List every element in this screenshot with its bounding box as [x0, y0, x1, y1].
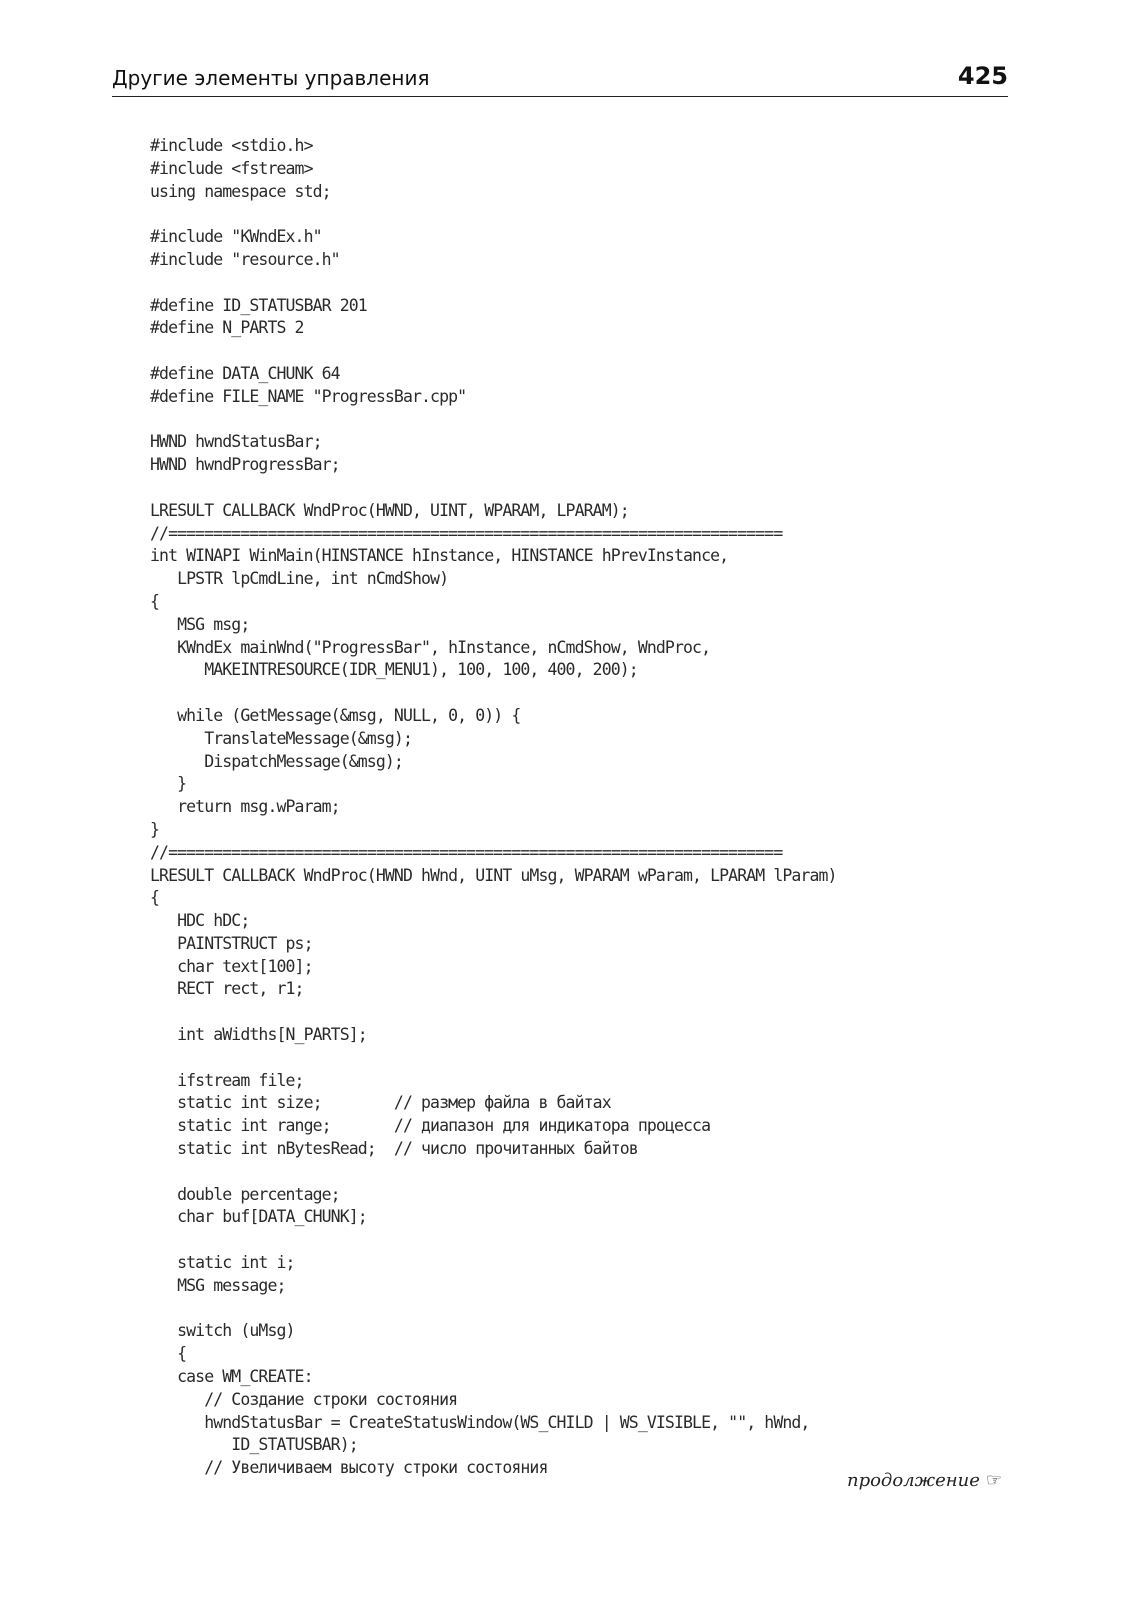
code-line: hwndStatusBar = CreateStatusWindow(WS_CHILD | WS_VISIBLE, "", hWnd,: [150, 1412, 810, 1432]
code-line: #include <stdio.h>: [150, 136, 313, 155]
code-line: [150, 203, 837, 226]
code-line: HDC hDC;: [150, 911, 250, 931]
code-line: #define N_PARTS 2: [150, 318, 304, 338]
code-line: static int size; // размер файла в байтах: [150, 1093, 611, 1113]
code-line: #define ID_STATUSBAR 201: [150, 295, 367, 315]
code-line: [150, 409, 837, 432]
code-line: MSG msg;: [150, 614, 250, 634]
code-line: int aWidths[N_PARTS];: [150, 1025, 367, 1045]
code-line: #include "KWndEx.h": [150, 227, 322, 247]
code-line: LRESULT CALLBACK WndProc(HWND, UINT, WPARAM, LPARAM);: [150, 500, 629, 520]
code-listing: [150, 135, 837, 1480]
code-line: static int nBytesRead; // число прочитанных байтов: [150, 1139, 638, 1159]
code-line: [150, 1229, 837, 1252]
code-line: [150, 477, 837, 500]
code-line: LPSTR lpCmdLine, int nCmdShow): [150, 569, 449, 589]
page-number: 425: [957, 62, 1008, 90]
code-line: case WM_CREATE:: [150, 1367, 313, 1387]
code-line: #include <fstream>: [150, 158, 313, 178]
code-line: while (GetMessage(&msg, NULL, 0, 0)) {: [150, 705, 521, 725]
code-line: [150, 340, 837, 363]
running-header: [112, 62, 1008, 97]
code-line: //====================================================================: [150, 842, 783, 862]
code-line: [150, 1161, 837, 1184]
code-line: #define FILE_NAME "ProgressBar.cpp": [150, 386, 467, 406]
code-line: int WINAPI WinMain(HINSTANCE hInstance, HINSTANCE hPrevInstance,: [150, 546, 729, 566]
code-line: KWndEx mainWnd("ProgressBar", hInstance, nCmdShow, WndProc,: [150, 637, 711, 657]
code-line: {: [150, 1344, 187, 1364]
code-line: [150, 682, 837, 705]
code-line: [150, 1001, 837, 1024]
code-line: static int range; // диапазон для индикатора процесса: [150, 1116, 711, 1136]
code-line: using namespace std;: [150, 181, 331, 201]
chapter-title: Другие элементы управления: [112, 66, 430, 90]
code-line: LRESULT CALLBACK WndProc(HWND hWnd, UINT uMsg, WPARAM wParam, LPARAM lParam): [150, 865, 837, 885]
code-line: ID_STATUSBAR);: [150, 1435, 358, 1455]
code-line: MAKEINTRESOURCE(IDR_MENU1), 100, 100, 400, 200);: [150, 660, 638, 680]
code-line: // Создание строки состояния: [150, 1389, 458, 1409]
code-line: HWND hwndProgressBar;: [150, 455, 340, 475]
code-line: switch (uMsg): [150, 1321, 295, 1341]
code-line: }: [150, 774, 187, 794]
code-line: {: [150, 888, 160, 908]
code-line: DispatchMessage(&msg);: [150, 751, 403, 771]
code-line: char buf[DATA_CHUNK];: [150, 1207, 367, 1227]
code-line: [150, 1298, 837, 1321]
code-line: // Увеличиваем высоту строки состояния: [150, 1458, 548, 1478]
code-line: {: [150, 591, 160, 611]
code-line: double percentage;: [150, 1184, 340, 1204]
code-line: HWND hwndStatusBar;: [150, 432, 322, 452]
continued-label: продолжение: [846, 1470, 980, 1491]
code-line: char text[100];: [150, 956, 313, 976]
code-line: #define DATA_CHUNK 64: [150, 363, 340, 383]
code-line: return msg.wParam;: [150, 797, 340, 817]
code-line: ifstream file;: [150, 1070, 304, 1090]
code-line: //====================================================================: [150, 523, 783, 543]
code-line: [150, 272, 837, 295]
code-line: }: [150, 819, 160, 839]
code-line: PAINTSTRUCT ps;: [150, 933, 313, 953]
code-line: MSG message;: [150, 1275, 286, 1295]
code-line: #include "resource.h": [150, 249, 340, 269]
continued-note: [847, 1470, 1002, 1491]
code-line: [150, 1047, 837, 1070]
pointing-hand-icon: ☞: [985, 1470, 1002, 1491]
code-line: static int i;: [150, 1253, 295, 1273]
code-line: TranslateMessage(&msg);: [150, 728, 412, 748]
code-line: RECT rect, r1;: [150, 979, 304, 999]
